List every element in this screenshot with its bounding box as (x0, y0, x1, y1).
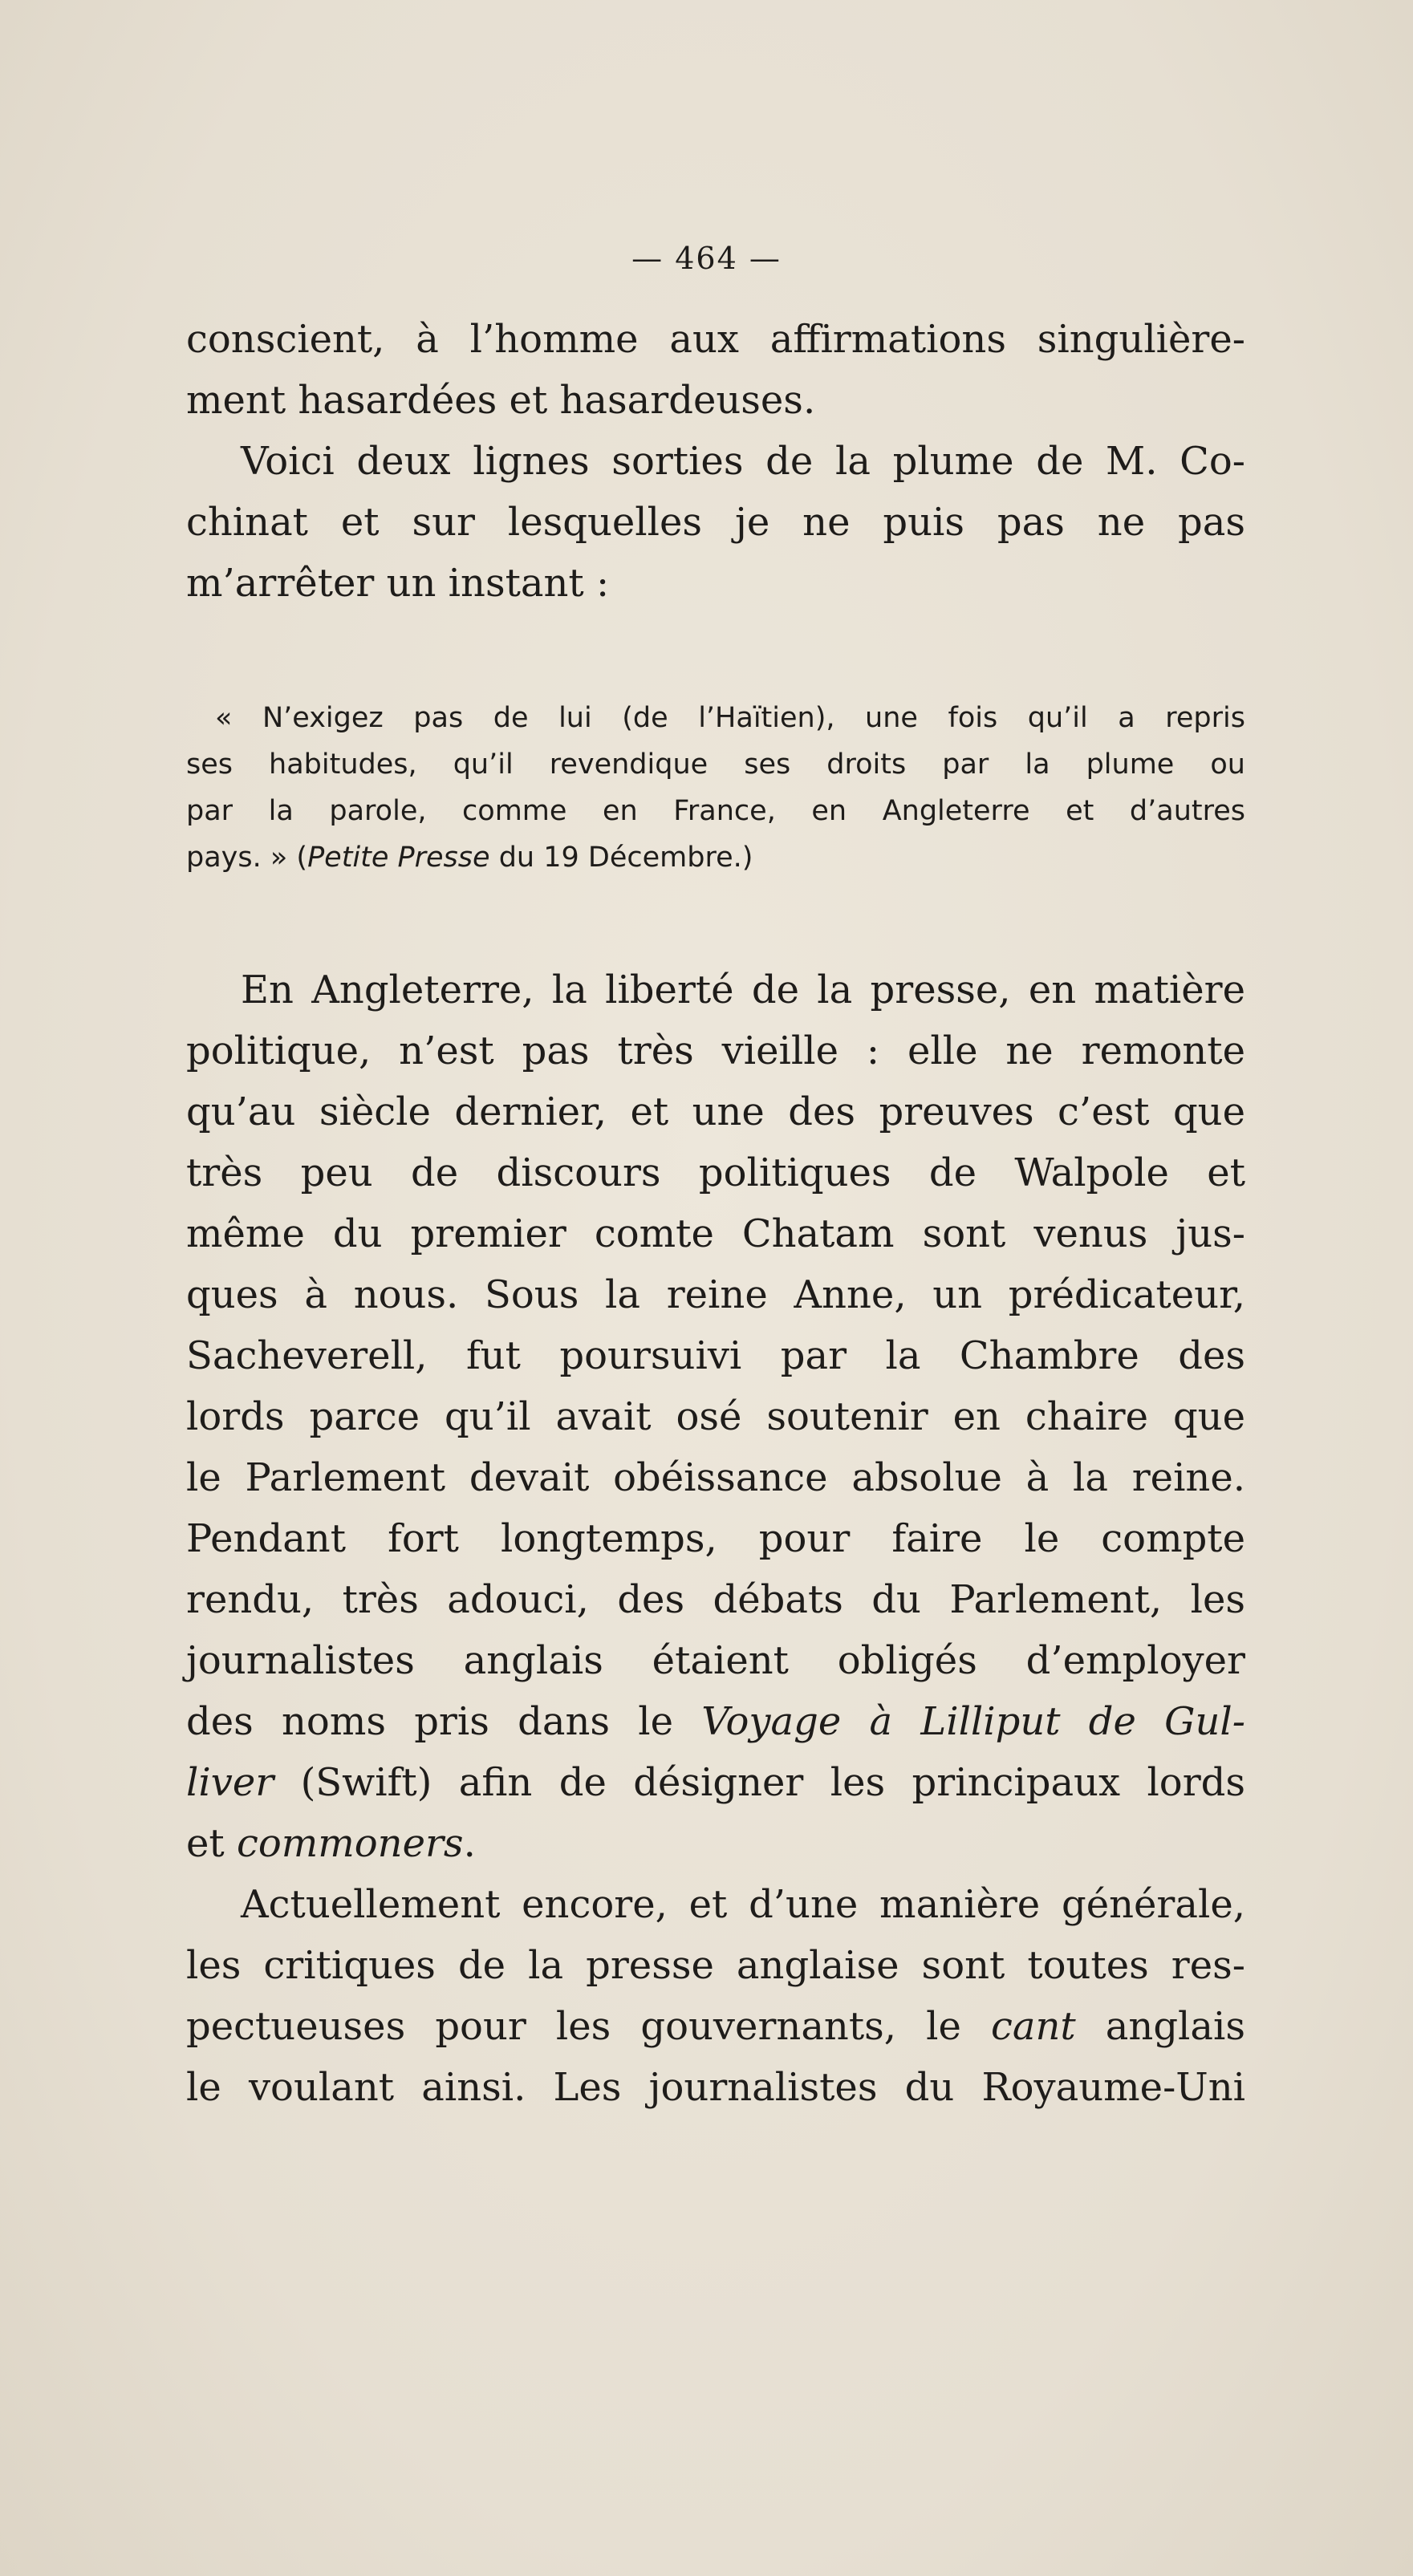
text-segment: et (186, 1821, 237, 1866)
text-line: ques à nous. Sous la reine Anne, un prédicateur, (186, 1272, 1245, 1317)
text-line: Voici deux lignes sorties de la plume de M. Co- (241, 439, 1245, 484)
italic-term: cant (990, 2004, 1076, 2049)
page-number: — 464 — (631, 241, 782, 276)
text-line (186, 1813, 1245, 1874)
text-line: le Parlement devait obéissance absolue à la reine. (186, 1455, 1245, 1500)
text-segment: (Swift) afin de désigner les principaux lords (274, 1760, 1245, 1805)
text-segment: des noms pris dans le (186, 1699, 702, 1744)
text-line: Sacheverell, fut poursuivi par la Chambre des (186, 1333, 1245, 1378)
text-segment: . (463, 1821, 476, 1866)
text-line (186, 1752, 1245, 1813)
quote-text: du 19 Décembre.) (489, 842, 753, 874)
text-line: les critiques de la presse anglaise sont toutes res- (186, 1943, 1245, 1988)
text-line: chinat et sur lesquelles je ne puis pas ne pas (186, 500, 1245, 545)
quote-line: « N’exigez pas de lui (de l’Haïtien), une fois qu’il a repris (215, 702, 1245, 734)
newspaper-title: Petite Presse (307, 842, 490, 874)
text-line: lords parce qu’il avait osé soutenir en chaire que (186, 1394, 1245, 1439)
quote-text: pays. » ( (186, 842, 308, 874)
text-segment: pectueuses pour les gouvernants, le (186, 2004, 991, 2049)
text-line: rendu, très adouci, des débats du Parlement, les (186, 1577, 1245, 1622)
quote-line (186, 834, 1245, 881)
book-title: liver (186, 1760, 274, 1805)
text-line (186, 1996, 1245, 2057)
text-line: le voulant ainsi. Les journalistes du Royaume-Uni (186, 2065, 1245, 2110)
text-line: journalistes anglais étaient obligés d’employer (186, 1638, 1245, 1683)
text-line: très peu de discours politiques de Walpole et (186, 1150, 1245, 1195)
text-line: Pendant fort longtemps, pour faire le compte (186, 1516, 1245, 1561)
text-line (186, 1691, 1245, 1752)
book-title: Voyage à Lilliput de Gul- (701, 1699, 1246, 1744)
text-line: même du premier comte Chatam sont venus jus- (186, 1211, 1245, 1256)
text-line: ment hasardées et hasardeuses. (186, 378, 816, 423)
italic-term: commoners (236, 1821, 464, 1866)
text-line: qu’au siècle dernier, et une des preuves c’est que (186, 1089, 1245, 1134)
quote-line: par la parole, comme en France, en Angleterre et d’autres (186, 795, 1245, 827)
text-line: m’arrêter un instant : (186, 561, 610, 606)
text-line: En Angleterre, la liberté de la presse, en matière (241, 968, 1245, 1012)
text-segment: anglais (1075, 2004, 1245, 2049)
text-line: Actuellement encore, et d’une manière générale, (241, 1882, 1245, 1927)
text-line: politique, n’est pas très vieille : elle ne remonte (186, 1028, 1245, 1073)
quote-line: ses habitudes, qu’il revendique ses droits par la plume ou (186, 748, 1245, 781)
text-line: conscient, à l’homme aux affirmations singulière- (186, 317, 1245, 362)
